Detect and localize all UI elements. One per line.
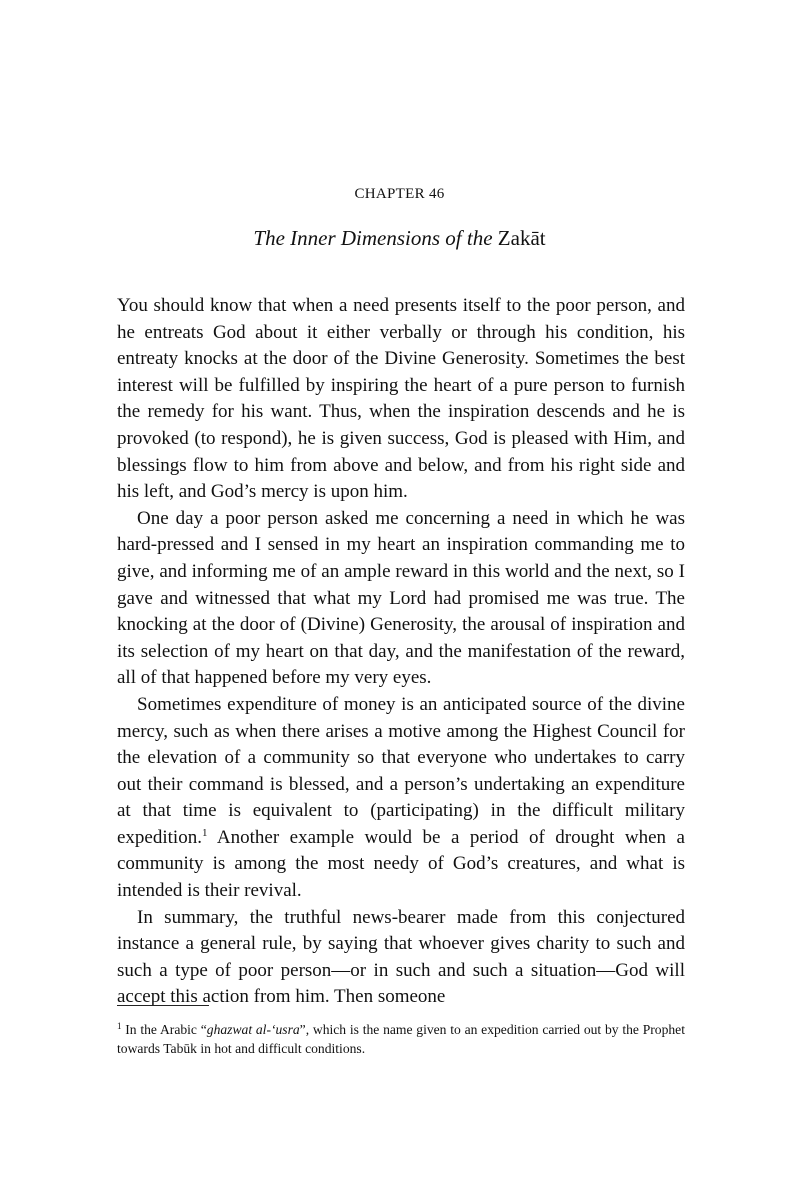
- chapter-title-italic: The Inner Dimensions of the: [253, 226, 493, 250]
- footnote-text: In the Arabic “: [121, 1022, 207, 1037]
- paragraph-text-continued: Another example would be a period of drought when a community is among the most needy of God’s creatures, and what is intended is their revival.: [117, 826, 685, 902]
- footnote-text-continued: ”, which is the name given to an expedition carried out by the Prophet towards Tabūk in hot and difficult conditions.: [117, 1022, 685, 1056]
- paragraph: In summary, the truthful news-bearer made from this conjectured instance a general rule, by saying that whoever gives charity to such and such a type of poor person—or in such and such a situation—God will accept this action from him. Then someone: [117, 906, 685, 1008]
- footnote-arabic-term: ghazwat al-‘usra: [206, 1022, 300, 1037]
- paragraph-text: Sometimes expenditure of money is an anticipated source of the divine mercy, such as when there arises a motive among the Highest Council for the elevation of a community so that everyone who undertakes to carry out their command is blessed, and a person’s undertaking an expenditure at that time is equivalent to (participating) in the difficult military expedition.: [117, 693, 685, 848]
- chapter-title: [0, 226, 799, 251]
- chapter-number: CHAPTER 46: [354, 186, 445, 202]
- paragraph: You should know that when a need presents itself to the poor person, and he entreats God about it either verbally or through his condition, his entreaty knocks at the door of the Divine Generosity. Sometimes the best interest will be fulfilled by inspiring the heart of a pure person to furnish the remedy for his want. Thus, when the inspiration descends and he is provoked (to respond), he is given success, God is pleased with Him, and blessings flow to him from above and below, and from his right side and his left, and God’s mercy is upon him.: [117, 295, 685, 503]
- footnote-marker: 1: [117, 1021, 122, 1031]
- footnote-divider: [117, 1005, 209, 1006]
- paragraph-with-note: [117, 692, 685, 905]
- body-text: [117, 293, 685, 1011]
- footnote: [117, 1020, 685, 1058]
- paragraph: One day a poor person asked me concerning a need in which he was hard-pressed and I sensed in my heart an inspiration commanding me to give, and informing me of an ample reward in this world and the next, so I gave and witnessed that what my Lord had promised me was true. The knocking at the door of (Divine) Generosity, the arousal of inspiration and its selection of my heart on that day, and the manifestation of the reward, all of that happened before my very eyes.: [117, 507, 685, 689]
- footnote-reference: 1: [201, 826, 208, 839]
- chapter-title-roman: Zakāt: [497, 226, 546, 250]
